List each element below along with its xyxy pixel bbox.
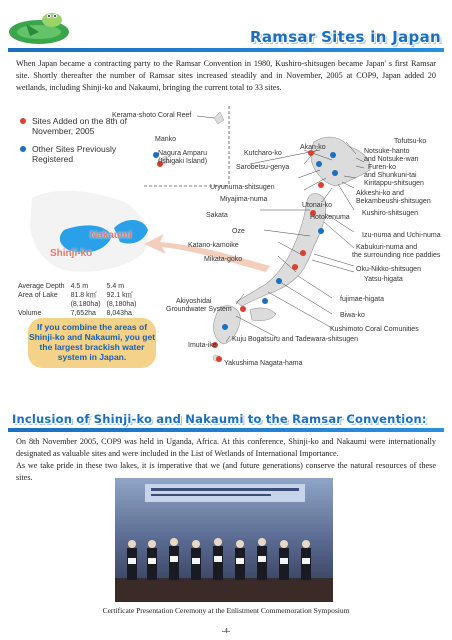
site-label-kushiro: Kushiro-shitsugen: [362, 210, 419, 217]
site-label-notsuke1: Notsuke-hanto: [364, 148, 410, 155]
map-legend: [20, 116, 142, 172]
site-dot: [240, 306, 246, 312]
site-label-biwa: Biwa-ko: [340, 312, 365, 319]
body-paragraph-1: On 8th November 2005, COP9 was held in Uganda, Africa. At this conference, Shinji-ko and Nakaumi were internationally designated as valuable sites and were included in the List of Wetlands of International Importance.: [16, 437, 436, 458]
site-label-fujimae: fujimae-higata: [340, 296, 384, 303]
legend-other: Other Sites Previously Registered: [20, 144, 142, 164]
site-label-kiritappu: Kiritappu-shitsugen: [364, 180, 424, 187]
intro-paragraph: When Japan became a contracting party to the Ramsar Convention in 1980, Kushiro-shitsugen became Japan' s first Ramsar site. Shortly thereafter the number of Ramsar sites increased steadily and in November, 2005 at COP9, Japan added 20 wetlands, including Shinji-ko and Nakaumi, bringing the current total to 33 sites.: [16, 59, 436, 92]
site-label-akkeshi1: Akkeshi-ko and: [356, 190, 404, 197]
site-label-yakushima: Yakushima Nagata-hama: [224, 360, 303, 367]
site-label-imuta: Imuta-ike: [188, 342, 217, 349]
site-dot: [222, 324, 228, 330]
site-dot: [216, 356, 222, 362]
section-body: [16, 436, 436, 484]
photo-caption: Certificate Presentation Ceremony at the Enlistment Commemoration Symposium: [102, 606, 350, 615]
body-paragraph-2: As we take pride in these two lakes, it is imperative that we (and future generations) conserve the natural resources of these sites.: [16, 461, 436, 482]
site-label-ishigaki: (Ishigaki Island): [158, 158, 208, 165]
inset-shinji-label: Shinji-ko: [50, 248, 93, 259]
site-label-kuju: Kuju Bogatsuru and Tadewara-shitsugen: [232, 336, 358, 343]
site-label-akiyoshidai2: Groundwater System: [166, 306, 232, 313]
title-rule: [8, 48, 444, 52]
section-title: Inclusion of Shinji-ko and Nakaumi to the Ramsar Convention:: [12, 412, 427, 426]
site-label-manko: Manko: [155, 136, 177, 143]
legend-added: Sites Added on the 8th of November, 2005: [20, 116, 142, 136]
site-dot: [332, 170, 338, 176]
site-dot: [262, 298, 268, 304]
site-dot: [318, 182, 324, 188]
site-dot: [292, 264, 298, 270]
site-label-kutcharo: Kutcharo-ko: [244, 150, 282, 157]
section-rule: [8, 428, 444, 432]
site-label-oku: Oku-Nikko-shitsugen: [356, 266, 421, 273]
site-label-tofutsu: Tofutsu-ko: [394, 138, 427, 145]
site-label-utonai: Utonai-ko: [302, 202, 332, 209]
site-label-kushimoto: Kushimoto Coral Comunities: [330, 326, 419, 333]
inset-nakaumi-label: Nakaumi: [90, 230, 132, 241]
site-dot: [300, 250, 306, 256]
site-label-kerama: Kerama-shoto Coral Reef: [112, 112, 192, 119]
site-label-akkeshi2: Bekambeushi-shitsugen: [356, 198, 431, 205]
site-label-akan: Akan-ko: [300, 144, 326, 151]
site-label-sarobetsu: Sarobetsu-genya: [236, 164, 290, 171]
red-dot-icon: [20, 118, 26, 124]
site-label-uryunuma: Uryunuma-shitsugen: [210, 184, 275, 191]
frog-lily-logo-icon: [6, 6, 76, 48]
page-title: Ramsar Sites in Japan: [250, 28, 441, 46]
brackish-callout: If you combine the areas of Shinji-ko and Nakaumi, you get the largest brackish water system in Japan.: [28, 318, 156, 368]
page-number: -4-: [221, 626, 231, 635]
site-label-miyajima: Miyajima-numa: [220, 196, 268, 203]
site-label-sakata: Sakata: [206, 212, 228, 219]
lake-stats: Average Depth 4.5 m 5.4 m Area of Lake 81.8 k㎡ 92.1 k㎡ (8,180ha) (8,180ha) Volume 7,652ha 8,043ha: [18, 283, 137, 317]
site-label-kabukuri1: Kabukuri-numa and: [356, 244, 418, 251]
site-label-izu: Izu-numa and Uchi-numa: [362, 232, 441, 239]
site-dot: [316, 161, 322, 167]
site-label-furen1: Furen-ko: [368, 164, 397, 171]
site-dot: [276, 278, 282, 284]
site-label-hotokenuma: Hotokenuma: [310, 214, 350, 221]
site-label-oze: Oze: [232, 228, 245, 235]
site-dot: [330, 152, 336, 158]
site-label-furen2: and Shunkuni-tai: [364, 172, 417, 179]
site-label-kabukuri2: the surrounding rice paddies: [352, 252, 441, 259]
site-label-yatsu: Yatsu-higata: [364, 276, 403, 283]
site-label-nagura: Nagura Amparu: [158, 150, 208, 157]
site-label-katano: Katano-kamoike: [188, 242, 239, 249]
ceremony-photo: [115, 478, 333, 602]
site-label-akiyoshidai1: Akiyoshidai: [176, 298, 212, 305]
site-label-mikata: Mikata-goko: [204, 256, 243, 263]
site-dot: [318, 228, 324, 234]
site-label-notsuke2: and Notsuke-wan: [364, 156, 419, 163]
blue-dot-icon: [20, 146, 26, 152]
